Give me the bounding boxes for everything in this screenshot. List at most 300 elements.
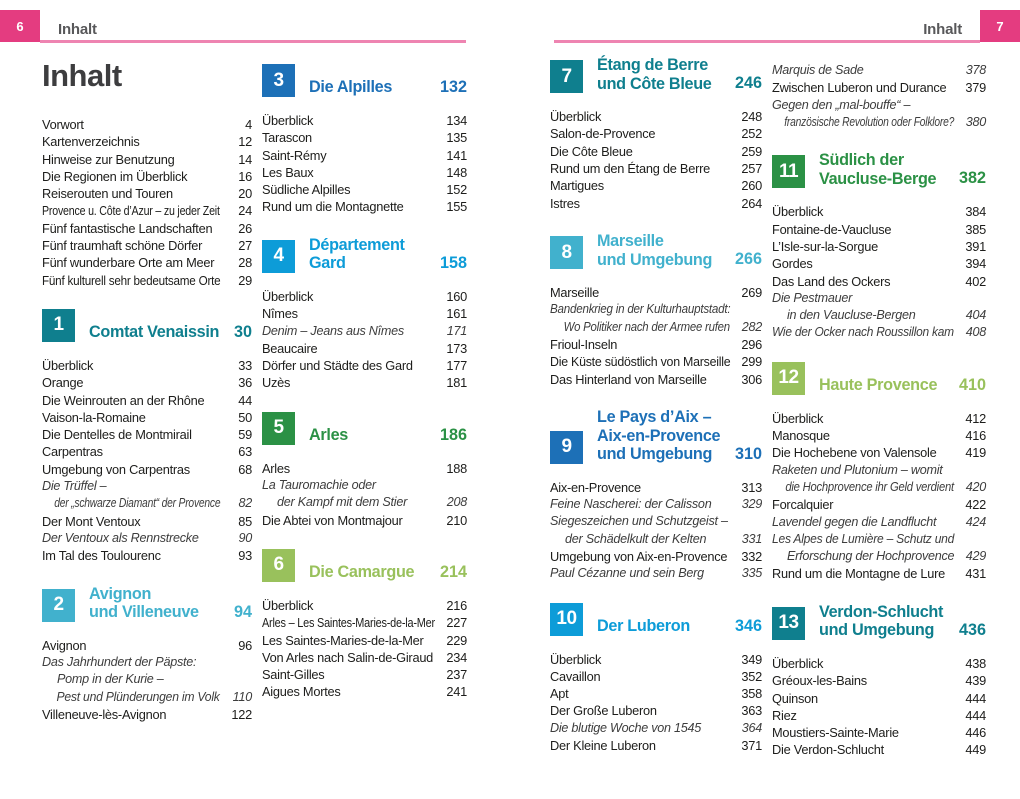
toc-entry-label: Les Baux	[262, 164, 314, 180]
toc-entry-label: Fünf wunderbare Orte am Meer	[42, 255, 215, 271]
toc-entry-page: 85	[238, 513, 252, 529]
chapter-title-line: und Umgebung	[819, 621, 935, 640]
toc-entry-page: 28	[238, 255, 252, 271]
toc-entry-page: 419	[965, 445, 986, 461]
toc-entry-label: Istres	[550, 195, 580, 211]
toc-entry-page: 20	[238, 186, 252, 202]
chapter-title	[597, 56, 729, 93]
toc-entry-label: Cavaillon	[550, 668, 601, 684]
chapter-title-line: und Umgebung	[597, 445, 713, 464]
toc-entry	[772, 114, 986, 131]
toc-entry-label: Der Ventoux als Rennstrecke	[42, 530, 199, 545]
toc-entry-label: Überblick	[550, 651, 602, 667]
toc-entry-page: 439	[965, 673, 986, 689]
chapter-title-line: Marseille	[597, 231, 664, 250]
toc-entry	[42, 671, 252, 688]
toc-entry	[550, 319, 762, 336]
toc-entry	[262, 666, 467, 683]
toc-entry-page: 296	[741, 337, 762, 353]
toc-entry-page: 313	[741, 479, 762, 495]
toc-entry-label: Die Küste südöstlich von Marseille	[550, 354, 731, 370]
toc-entry-group	[550, 108, 762, 212]
toc-entry-label: Aigues Mortes	[262, 684, 341, 700]
toc-entry	[550, 301, 762, 318]
toc-entry-label: Frioul-Inseln	[550, 337, 618, 353]
chapter-heading	[772, 151, 986, 188]
toc-entry-label: Moustiers-Sainte-Marie	[772, 725, 899, 741]
toc-entry	[550, 353, 762, 370]
chapter-heading	[772, 362, 986, 395]
toc-entry-label: Kartenverzeichnis	[42, 134, 140, 150]
toc-entry	[772, 273, 986, 290]
chapter-heading	[550, 408, 762, 464]
chapter-title	[597, 232, 729, 269]
toc-entry-page: 177	[446, 358, 467, 374]
toc-entry-label: Reiserouten und Touren	[42, 186, 173, 202]
toc-entry-page: 444	[965, 707, 986, 723]
chapter-title	[597, 408, 729, 464]
toc-entry	[772, 548, 986, 565]
toc-entry-label: Gordes	[772, 256, 813, 272]
toc-entry	[550, 371, 762, 388]
chapter-page-number: 382	[958, 169, 986, 188]
toc-entry-page: 26	[238, 220, 252, 236]
toc-entry-label: Aix-en-Provence	[550, 479, 641, 495]
toc-entry-page: 259	[741, 143, 762, 159]
chapter-title-line: Südlich der	[819, 151, 904, 170]
toc-entry-label: Überblick	[772, 204, 824, 220]
toc-entry-label: Überblick	[772, 655, 824, 671]
toc-entry	[550, 143, 762, 160]
chapter-page-number: 436	[958, 620, 986, 639]
chapter-title-line: und Côte Bleue	[597, 74, 712, 93]
toc-entry-page: 173	[446, 340, 467, 356]
toc-entry-label: Les Alpes de Lumière – Schutz und	[772, 531, 955, 546]
toc-entry	[772, 290, 986, 307]
toc-entry	[550, 737, 762, 754]
toc-entry	[550, 531, 762, 548]
toc-entry-label: die Hochprovence ihr Geld verdient	[785, 479, 954, 494]
toc-entry-page: 188	[446, 460, 467, 476]
toc-entry-page: 68	[238, 461, 252, 477]
toc-entry-label: Martigues	[550, 178, 604, 194]
toc-entry-label: Tarascon	[262, 130, 312, 146]
toc-entry-page: 299	[741, 354, 762, 370]
toc-entry-label: Die Côte Bleue	[550, 143, 633, 159]
toc-entry	[42, 530, 252, 547]
toc-entry-label: Apt	[550, 686, 569, 702]
toc-entry-page: 412	[965, 410, 986, 426]
toc-entry-page: 416	[965, 428, 986, 444]
toc-entry-label: Riez	[772, 707, 797, 723]
toc-entry	[42, 461, 252, 478]
toc-entry-label: Pest und Plünderungen im Volk	[56, 689, 220, 704]
toc-entry	[262, 129, 467, 146]
toc-entry-page: 446	[965, 725, 986, 741]
toc-entry	[42, 168, 252, 185]
chapter-title-line: Avignon	[89, 584, 152, 603]
toc-entry	[550, 195, 762, 212]
toc-entry-label: Saint-Rémy	[262, 147, 327, 163]
toc-entry	[42, 374, 252, 391]
chapter-page-number: 214	[439, 562, 467, 581]
toc-entry-label: Der Große Luberon	[550, 703, 657, 719]
toc-entry-label: Im Tal des Toulourenc	[42, 548, 161, 564]
toc-entry-page: 335	[741, 566, 762, 581]
toc-entry-label: Orange	[42, 375, 84, 391]
toc-entry	[772, 724, 986, 741]
toc-entry-page: 358	[741, 686, 762, 702]
toc-entry	[550, 479, 762, 496]
toc-entry-page: 364	[741, 720, 762, 735]
toc-entry-label: Siegeszeichen und Schutzgeist –	[550, 514, 728, 529]
toc-entry-label: Feine Nascherei: der Calisson	[550, 497, 712, 512]
toc-entry-page: 252	[741, 126, 762, 142]
toc-entry-page: 391	[965, 238, 986, 254]
toc-entry-page: 269	[741, 285, 762, 301]
toc-entry	[550, 125, 762, 142]
chapter-heading	[42, 309, 252, 342]
chapter-page-number: 266	[734, 250, 762, 269]
toc-entry-page: 181	[446, 375, 467, 391]
toc-entry	[262, 147, 467, 164]
toc-entry	[772, 255, 986, 272]
toc-entry	[42, 654, 252, 671]
chapter-title-line: Comtat Venaissin	[89, 323, 220, 342]
toc-entry-label: Gegen den „mal-bouffe“ –	[772, 97, 911, 112]
toc-entry-label: in den Vaucluse-Bergen	[787, 308, 916, 323]
toc-entry-group	[42, 637, 252, 723]
toc-entry-page: 378	[965, 63, 986, 77]
running-header-label-right: Inhalt	[923, 21, 962, 38]
toc-entry-page: 429	[965, 549, 986, 564]
chapter-page-number: 158	[439, 253, 467, 272]
toc-entry-label: Fünf traumhaft schöne Dörfer	[42, 238, 203, 254]
toc-entry	[772, 655, 986, 672]
toc-entry-page: 90	[238, 530, 252, 545]
chapter-title-line: Département	[309, 235, 405, 254]
chapter-title	[819, 151, 953, 188]
toc-entry-label: Wo Politiker nach der Armee rufen	[563, 319, 730, 334]
toc-entry-label: Die blutige Woche von 1545	[550, 720, 702, 735]
chapter-page-number: 246	[734, 74, 762, 93]
toc-entry	[42, 220, 252, 237]
toc-entry-group	[772, 655, 986, 759]
toc-entry-page: 171	[446, 323, 467, 338]
chapter-number-badge: 12	[772, 362, 805, 395]
toc-entry-label: der Kampf mit dem Stier	[277, 495, 408, 510]
toc-entry-label: Überblick	[772, 410, 824, 426]
toc-entry-label: Überblick	[262, 597, 314, 613]
toc-entry	[550, 513, 762, 530]
toc-column-3	[550, 56, 762, 760]
toc-entry	[550, 284, 762, 301]
chapter-title	[819, 376, 953, 395]
toc-entry	[772, 707, 986, 724]
toc-entry-label: Salon-de-Provence	[550, 126, 656, 142]
toc-entry-label: Der Mont Ventoux	[42, 513, 141, 529]
toc-entry-group	[262, 288, 467, 392]
chapter-heading	[262, 236, 467, 273]
toc-entry	[262, 374, 467, 391]
toc-entry-page: 208	[446, 495, 467, 510]
toc-entry-label: Rund um die Montagnette	[262, 199, 404, 215]
toc-entry	[772, 690, 986, 707]
chapter-number-badge: 13	[772, 607, 805, 640]
toc-entry-page: 96	[238, 637, 252, 653]
chapter-title	[89, 585, 228, 622]
toc-entry	[772, 238, 986, 255]
chapter-title-line: Arles	[309, 426, 348, 445]
toc-entry	[772, 531, 986, 548]
chapter-heading	[550, 603, 762, 636]
toc-entry-label: Der Kleine Luberon	[550, 737, 656, 753]
chapter-number-badge: 1	[42, 309, 75, 342]
toc-entry	[772, 62, 986, 79]
toc-entry-page: 420	[965, 479, 986, 494]
toc-entry-page: 449	[965, 742, 986, 758]
toc-entry-page: 371	[741, 737, 762, 753]
toc-entry-label: Die Verdon-Schlucht	[772, 742, 884, 758]
chapter-heading	[550, 232, 762, 269]
toc-entry	[550, 668, 762, 685]
toc-entry-page: 438	[965, 655, 986, 671]
toc-entry-label: Forcalquier	[772, 497, 834, 513]
toc-entry-label: Die Regionen im Überblick	[42, 168, 188, 184]
chapter-number-badge: 3	[262, 64, 295, 97]
toc-entry-page: 248	[741, 109, 762, 125]
toc-entry-label: Zwischen Luberon und Durance	[772, 80, 947, 96]
toc-entry-label: der Schädelkult der Kelten	[565, 531, 707, 546]
toc-entry	[550, 548, 762, 565]
toc-entry-page: 227	[446, 615, 467, 631]
toc-entry-page: 282	[741, 319, 762, 334]
toc-entry-label: Vorwort	[42, 117, 84, 132]
toc-entry	[262, 323, 467, 340]
toc-entry-page: 210	[446, 512, 467, 528]
toc-entry	[42, 272, 252, 289]
toc-entry-group	[42, 116, 252, 289]
toc-entry-page: 82	[238, 496, 252, 511]
toc-entry	[42, 706, 252, 723]
toc-entry-page: 12	[238, 134, 252, 150]
toc-entry-page: 384	[965, 204, 986, 220]
toc-entry-page: 161	[446, 306, 467, 322]
toc-entry	[550, 108, 762, 125]
toc-entry-page: 36	[238, 375, 252, 391]
toc-entry-label: Uzès	[262, 375, 291, 391]
toc-entry-page: 216	[446, 597, 467, 613]
toc-entry	[772, 672, 986, 689]
chapter-page-number: 30	[233, 322, 252, 341]
toc-entry-label: Carpentras	[42, 444, 103, 460]
chapter-heading	[262, 549, 467, 582]
toc-entry-page: 122	[231, 706, 252, 722]
toc-entry	[772, 514, 986, 531]
toc-entry	[42, 254, 252, 271]
toc-entry-group	[262, 597, 467, 701]
toc-entry	[262, 198, 467, 215]
toc-entry-page: 27	[238, 238, 252, 254]
header-rule-left	[40, 40, 466, 43]
toc-entry-page: 402	[965, 273, 986, 289]
toc-entry-page: 24	[238, 203, 252, 219]
chapter-number-badge: 10	[550, 603, 583, 636]
toc-entry-label: Von Arles nach Salin-de-Giraud	[262, 649, 434, 665]
page-title: Inhalt	[42, 58, 122, 93]
toc-entry-page: 349	[741, 651, 762, 667]
toc-entry-page: 93	[238, 548, 252, 564]
toc-entry	[550, 160, 762, 177]
toc-entry-label: Die Abtei von Montmajour	[262, 512, 403, 528]
toc-entry	[42, 151, 252, 168]
toc-entry-label: Überblick	[262, 113, 314, 128]
toc-entry-page: 380	[965, 114, 986, 129]
toc-entry-label: Das Jahrhundert der Päpste:	[42, 655, 197, 670]
toc-entry-group	[772, 203, 986, 341]
toc-entry	[262, 112, 467, 129]
toc-entry-group	[42, 357, 252, 565]
chapter-number-badge: 4	[262, 240, 295, 273]
toc-entry	[550, 336, 762, 353]
toc-entry-page: 141	[446, 147, 467, 163]
toc-entry-label: Gréoux-les-Bains	[772, 673, 867, 689]
running-header-right	[554, 10, 1020, 44]
toc-entry	[550, 177, 762, 194]
chapter-heading	[772, 603, 986, 640]
toc-entry	[262, 683, 467, 700]
toc-entry-label: La Tauromachie oder	[262, 478, 376, 493]
toc-entry-page: 241	[446, 684, 467, 700]
toc-entry	[772, 444, 986, 461]
chapter-title-line: Le Pays d’Aix –	[597, 407, 712, 426]
toc-entry-page: 404	[965, 308, 986, 323]
toc-entry-page: 4	[245, 117, 252, 132]
toc-entry-page: 352	[741, 668, 762, 684]
toc-entry-label: Umgebung von Aix-en-Provence	[550, 548, 728, 564]
toc-entry-label: Bandenkrieg in der Kulturhauptstadt:	[550, 302, 731, 317]
toc-entry	[262, 512, 467, 529]
chapter-title-line: Der Luberon	[597, 616, 690, 635]
chapter-title-line: Verdon-Schlucht	[819, 602, 944, 621]
running-header-left	[0, 10, 466, 44]
toc-entry	[42, 237, 252, 254]
toc-entry-page: 44	[238, 392, 252, 408]
toc-entry	[772, 307, 986, 324]
toc-entry-page: 234	[446, 649, 467, 665]
toc-entry	[262, 649, 467, 666]
chapter-heading	[42, 585, 252, 622]
toc-entry	[42, 202, 252, 219]
toc-entry-page: 134	[446, 113, 467, 128]
chapter-title	[597, 617, 729, 636]
chapter-number-badge: 6	[262, 549, 295, 582]
toc-entry-group	[550, 479, 762, 583]
chapter-number-badge: 9	[550, 431, 583, 464]
toc-entry-page: 16	[238, 168, 252, 184]
toc-entry-label: Wie der Ocker nach Roussillon kam	[772, 325, 954, 340]
toc-entry	[550, 496, 762, 513]
page-number-badge-right: 7	[980, 10, 1020, 42]
toc-entry-page: 63	[238, 444, 252, 460]
toc-entry	[262, 288, 467, 305]
toc-entry-label: Fünf fantastische Landschaften	[42, 220, 213, 236]
toc-entry	[550, 651, 762, 668]
toc-entry	[42, 478, 252, 495]
toc-entry	[550, 702, 762, 719]
toc-entry-label: Nîmes	[262, 306, 298, 322]
toc-entry-page: 110	[232, 689, 252, 704]
chapter-number-badge: 7	[550, 60, 583, 93]
toc-entry-label: Umgebung von Carpentras	[42, 461, 190, 477]
toc-entry-label: Paul Cézanne und sein Berg	[550, 566, 704, 581]
chapter-page-number: 310	[734, 444, 762, 463]
toc-entry-label: Fünf kulturell sehr bedeutsame Orte	[42, 272, 221, 288]
toc-entry	[262, 357, 467, 374]
toc-entry-label: Provence u. Côte d’Azur – zu jeder Zeit	[42, 203, 220, 219]
toc-entry-label: Pomp in der Kurie –	[57, 672, 164, 687]
chapter-title-line: Vaucluse-Berge	[819, 169, 937, 188]
header-rule-right	[554, 40, 980, 43]
toc-entry	[262, 477, 467, 494]
toc-entry-label: Arles	[262, 460, 290, 476]
chapter-title-line: und Umgebung	[597, 250, 713, 269]
toc-entry-group	[262, 460, 467, 529]
toc-entry-page: 264	[741, 195, 762, 211]
toc-entry-page: 424	[965, 514, 986, 529]
chapter-heading	[262, 412, 467, 445]
toc-entry-page: 329	[741, 497, 762, 512]
toc-entry-label: Marseille	[550, 285, 599, 301]
toc-entry-page: 394	[965, 256, 986, 272]
toc-entry-label: Dörfer und Städte des Gard	[262, 358, 413, 374]
toc-entry-group	[772, 410, 986, 583]
toc-entry-page: 431	[965, 566, 986, 582]
toc-entry	[42, 426, 252, 443]
toc-entry	[772, 221, 986, 238]
toc-column-4	[772, 56, 986, 765]
toc-entry-label: Raketen und Plutonium – womit	[772, 462, 943, 477]
toc-entry-label: Les Saintes-Maries-de-la-Mer	[262, 632, 424, 648]
toc-entry	[262, 305, 467, 322]
toc-entry-page: 14	[238, 151, 252, 167]
toc-entry-group	[550, 284, 762, 388]
toc-entry	[550, 685, 762, 702]
toc-entry	[262, 460, 467, 477]
toc-entry-label: Saint-Gilles	[262, 667, 325, 683]
toc-entry-label: Die Pestmauer	[772, 290, 853, 305]
chapter-title-line: Haute Provence	[819, 376, 938, 395]
toc-entry	[42, 357, 252, 374]
chapter-title	[309, 563, 434, 582]
toc-entry-page: 363	[741, 703, 762, 719]
toc-entry-group	[772, 62, 986, 131]
chapter-number-badge: 8	[550, 236, 583, 269]
toc-entry-label: Manosque	[772, 428, 830, 444]
toc-entry-page: 59	[238, 427, 252, 443]
toc-entry	[262, 614, 467, 631]
toc-entry	[262, 494, 467, 511]
chapter-title	[309, 236, 434, 273]
toc-entry-page: 379	[965, 80, 986, 96]
toc-entry	[42, 547, 252, 564]
toc-entry	[772, 462, 986, 479]
toc-entry	[772, 565, 986, 582]
toc-entry	[262, 181, 467, 198]
toc-entry-page: 135	[446, 130, 467, 146]
chapter-title-line: Aix-en-Provence	[597, 426, 721, 445]
toc-entry-label: der „schwarze Diamant“ der Provence	[54, 496, 221, 511]
